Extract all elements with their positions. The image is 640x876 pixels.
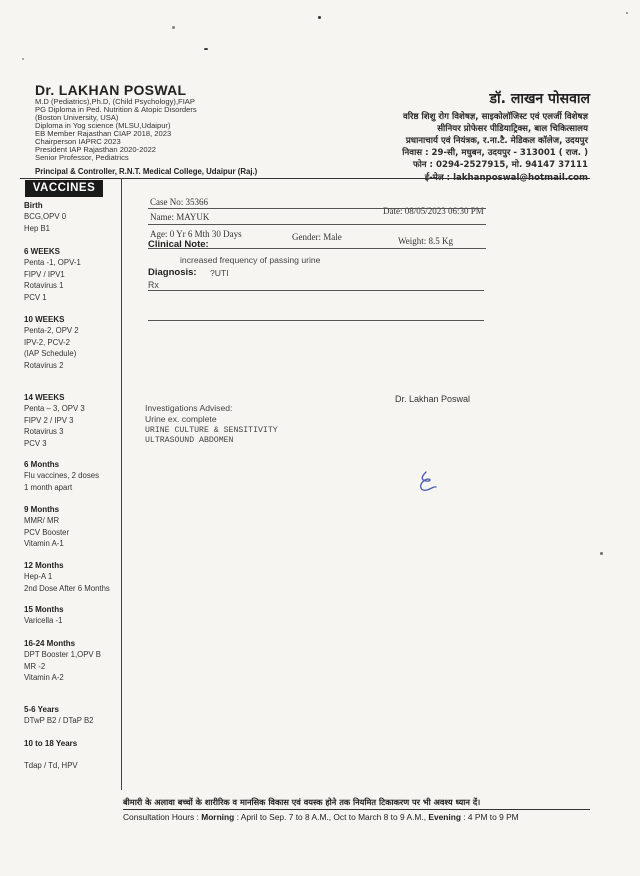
- principal-line: Principal & Controller, R.N.T. Medical College, Udaipur (Raj.): [35, 167, 258, 176]
- hindi-line: प्रधानाचार्य एवं नियंत्रक, र.ना.टै. मेडिकल कॉलेज, उदयपुर: [405, 136, 588, 146]
- rule-line: [148, 320, 484, 321]
- vaccine-group-10-weeks: [24, 314, 120, 371]
- vaccine-group-14-weeks: [24, 392, 120, 449]
- patient-name: Name: MAYUK: [150, 212, 210, 222]
- investigation-item: ULTRASOUND ABDOMEN: [145, 436, 234, 445]
- investigations-label: Investigations Advised:: [145, 403, 233, 413]
- handwritten-mark: [412, 468, 442, 498]
- qualification-line: Chairperson IAPRC 2023: [35, 137, 121, 146]
- qualification-line: Senior Professor, Pediatrics: [35, 153, 129, 162]
- consult-prefix: Consultation Hours :: [123, 812, 199, 822]
- signature-name: Dr. Lakhan Poswal: [395, 394, 471, 404]
- vaccine-item: Penta – 3, OPV 3: [24, 404, 85, 413]
- vaccine-item-tdap: Tdap / Td, HPV: [24, 761, 78, 770]
- diagnosis-text: ?UTI: [210, 268, 229, 278]
- footer-hindi-note: बीमारी के अलावा बच्चों के शारीरिक व मानसिक विकास एवं वयस्क होने तक नियमित टिकाकरण पर भी अवश्य ध्यान दें।: [123, 797, 481, 807]
- sidebar-divider: [121, 178, 122, 790]
- vaccine-item: DTwP B2 / DTaP B2: [24, 716, 94, 725]
- hindi-line: सीनियर प्रोफेसर पीडियाट्रिक्स, बाल चिकित्सालय: [437, 124, 588, 134]
- qualification-line: (Boston University, USA): [35, 113, 119, 122]
- hindi-line: वरिष्ठ शिशु रोग विशेषज्ञ, साइकोलॉजिस्ट एवं एलर्जी विशेषज्ञ: [402, 112, 588, 122]
- clinical-note-text: increased frequency of passing urine: [180, 255, 321, 265]
- vaccine-group-16-24-months: [24, 638, 120, 684]
- speck: [318, 16, 321, 19]
- vaccine-item: BCG,OPV 0: [24, 212, 67, 221]
- vaccine-item: FIPV 2 / IPV 3: [24, 415, 74, 425]
- vaccine-group-heading: 12 Months: [24, 561, 64, 570]
- vaccine-group-heading: 10 to 18 Years: [24, 739, 78, 748]
- qualification-line: EB Member Rajasthan CIAP 2018, 2023: [35, 129, 172, 138]
- vaccine-group-heading: Birth: [24, 201, 43, 210]
- vaccine-item: MMR/ MR: [24, 516, 60, 525]
- rule-line: [148, 224, 486, 225]
- vaccine-item: Rotavirus 2: [24, 360, 64, 370]
- visit-date: Date: 08/05/2023 06:30 PM: [383, 206, 484, 216]
- vaccine-group-heading: 6 WEEKS: [24, 247, 61, 256]
- vaccine-group-5-6-years: [24, 704, 120, 727]
- morning-hours: : April to Sep. 7 to 8 A.M., Oct to March 8 to 9 A.M.,: [236, 812, 427, 822]
- hindi-email-line: ई-मेल : lakhanposwal@hotmail.com: [424, 173, 588, 183]
- vaccine-item: PCV 1: [24, 292, 47, 302]
- vaccine-item: PCV 3: [24, 438, 47, 448]
- speck: [600, 552, 603, 555]
- investigation-item: URINE CULTURE & SENSITIVITY: [145, 426, 278, 435]
- vaccine-group-heading: 5-6 Years: [24, 705, 59, 714]
- footer-divider: [123, 809, 590, 810]
- vaccine-group-12-months: [24, 560, 120, 594]
- vaccine-item: Vitamin A-2: [24, 673, 64, 683]
- vaccine-item: Vitamin A-1: [24, 539, 64, 549]
- vaccine-group-9-months: [24, 504, 120, 550]
- hindi-line: फोन : 0294-2527915, मो. 94147 37111: [412, 160, 588, 170]
- vaccine-group-heading: 16-24 Months: [24, 639, 76, 648]
- vaccine-item: DPT Booster 1,OPV B: [24, 650, 101, 659]
- vaccine-group-15-months: [24, 604, 120, 627]
- doctor-name-hindi: डॉ. लाखन पोसवाल: [489, 91, 590, 107]
- vaccine-item: Rotavirus 3: [24, 427, 64, 437]
- consultation-hours: [123, 812, 519, 822]
- vaccine-item: PCV Booster: [24, 527, 70, 537]
- header-divider: [20, 178, 590, 179]
- morning-label: Morning: [201, 812, 235, 822]
- patient-age: Age: 0 Yr 6 Mth 30 Days: [150, 229, 242, 239]
- qualification-line: M.D (Pediatrics),Ph.D, (Child Psychology),FIAP: [35, 97, 195, 106]
- hindi-line: निवास : 29-सी, मधुबन, उदयपुर - 313001 ( राज. ): [402, 148, 588, 158]
- vaccine-item: Penta-2, OPV 2: [24, 326, 79, 335]
- evening-hours: : 4 PM to 9 PM: [463, 812, 519, 822]
- vaccine-group-6-months: [24, 459, 120, 493]
- vaccine-group-birth: [24, 200, 120, 234]
- vaccine-item: IPV-2, PCV-2: [24, 337, 70, 347]
- vaccine-group-10-18-years: [24, 738, 120, 749]
- vaccine-item: Penta -1, OPV-1: [24, 258, 81, 267]
- patient-gender: Gender: Male: [292, 232, 342, 242]
- evening-label: Evening: [428, 812, 461, 822]
- vaccine-item: Flu vaccines, 2 doses: [24, 471, 99, 480]
- vaccine-item: MR -2: [24, 661, 46, 671]
- patient-weight: Weight: 8.5 Kg: [398, 236, 454, 246]
- vaccine-item: Hep B1: [24, 223, 51, 233]
- vaccine-item: (IAP Schedule): [24, 349, 77, 359]
- doctor-name: Dr. LAKHAN POSWAL: [35, 82, 187, 98]
- speck: [22, 58, 24, 60]
- qualification-line: Diploma in Yog science (MLSU,Udaipur): [35, 121, 171, 130]
- vaccine-item: Hep-A 1: [24, 572, 53, 581]
- vaccine-item: FIPV / IPV1: [24, 269, 65, 279]
- rule-line: [148, 290, 484, 291]
- rx-label: Rx: [148, 280, 159, 290]
- rule-line: [148, 208, 486, 209]
- speck: [204, 48, 208, 50]
- case-number: Case No: 35366: [150, 197, 208, 207]
- diagnosis-label: Diagnosis:: [148, 267, 197, 278]
- vaccine-group-heading: 14 WEEKS: [24, 393, 65, 402]
- vaccine-group-6-weeks: [24, 246, 120, 303]
- investigation-item: Urine ex. complete: [145, 414, 217, 424]
- vaccine-item: Varicella -1: [24, 616, 63, 625]
- vaccine-item: 2nd Dose After 6 Months: [24, 583, 110, 593]
- vaccine-group-heading: 6 Months: [24, 460, 60, 469]
- clinical-note-label: Clinical Note:: [148, 239, 209, 250]
- vaccine-item: 1 month apart: [24, 482, 73, 492]
- qualification-line: President IAP Rajasthan 2020-2022: [35, 145, 157, 154]
- vaccine-group-heading: 10 WEEKS: [24, 315, 65, 324]
- vaccines-badge: VACCINES: [25, 180, 103, 197]
- vaccine-item: Rotavirus 1: [24, 281, 64, 291]
- speck: [626, 12, 628, 14]
- vaccine-group-heading: 9 Months: [24, 505, 60, 514]
- qualification-line: PG Diploma in Ped. Nutrition & Atopic Disorders: [35, 105, 197, 114]
- vaccine-group-heading: 15 Months: [24, 605, 64, 614]
- speck: [172, 26, 175, 29]
